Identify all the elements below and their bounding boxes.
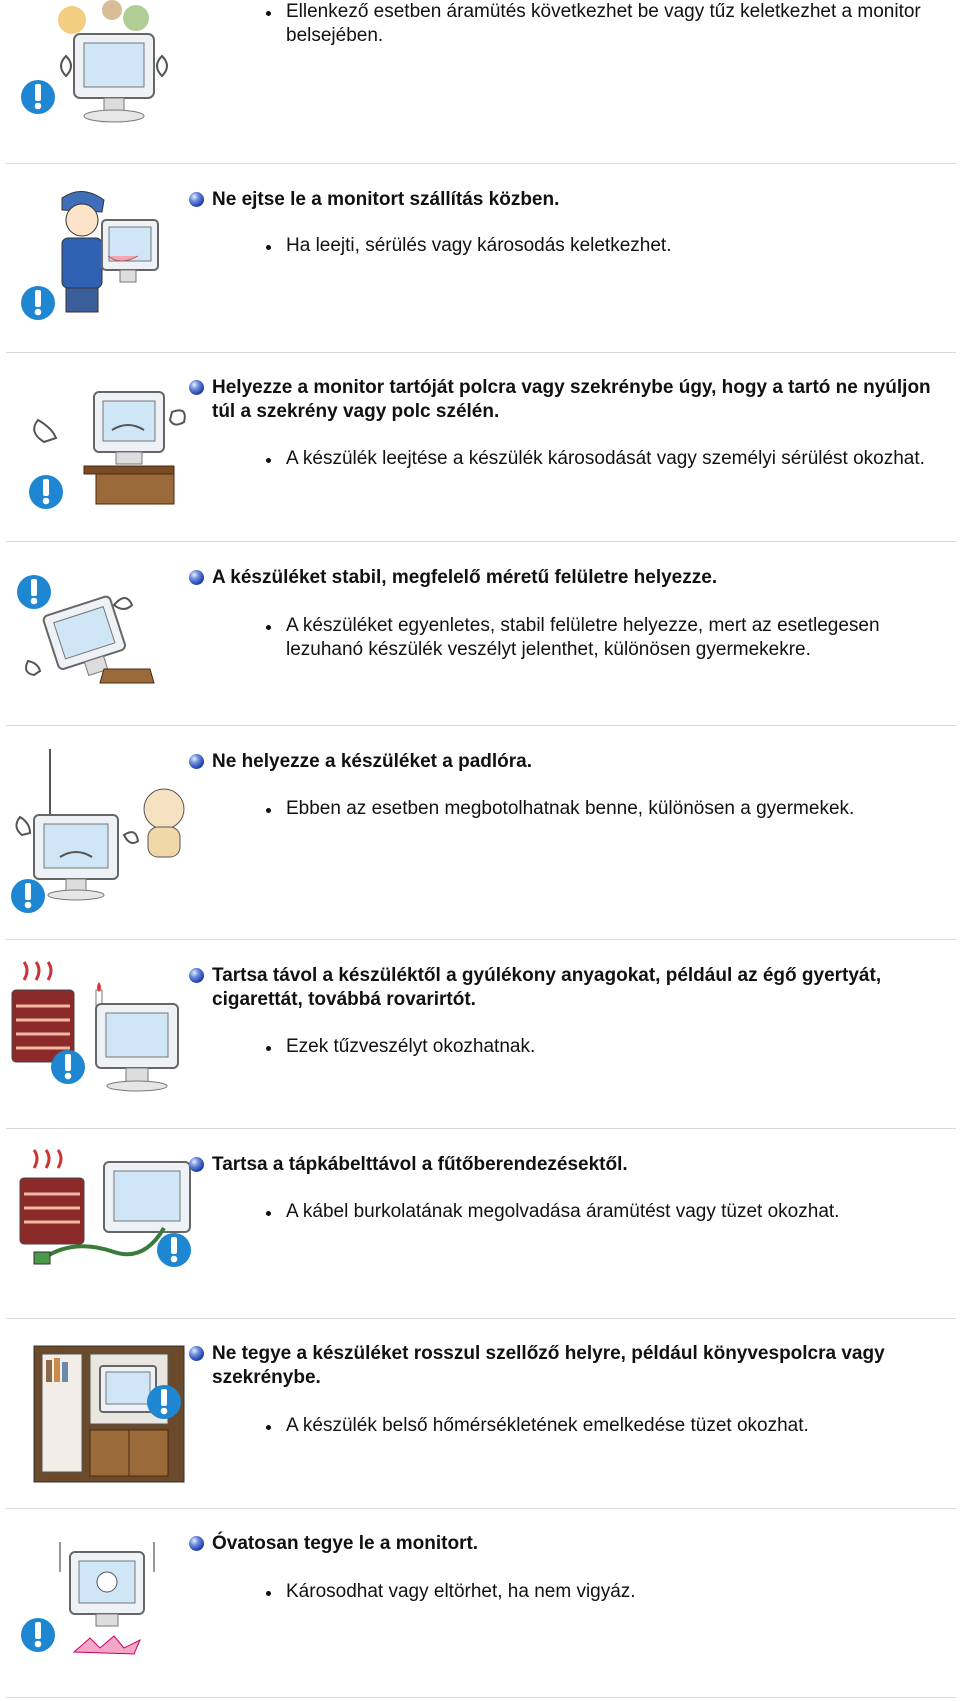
bullet-dot (266, 1591, 271, 1596)
section-divider (6, 725, 956, 726)
section-divider (6, 352, 956, 353)
section-heading (212, 566, 952, 590)
section-heading (212, 1342, 952, 1390)
heading-text: Ne tegye a készüléket rosszul szellőző helyre, például könyvespolcra vagy szekrénybe. (212, 1343, 885, 1388)
bullet-dot (266, 808, 271, 813)
monitor-in-bookshelf-icon (4, 1340, 200, 1488)
bullet-ball-icon (189, 1157, 204, 1172)
bullet-dot (266, 1211, 271, 1216)
bullet-text: A készüléket egyenletes, stabil felületre helyezze, mert az esetlegesen lezuhanó készülék veszélyt jelenthet, különösen gyermekekre. (286, 615, 880, 660)
heading-text: Tartsa a tápkábelttávol a fűtőberendezésektől. (212, 1154, 628, 1175)
bullet-ball-icon (189, 754, 204, 769)
section-heading (212, 188, 952, 212)
bullet-text: Károsodhat vagy eltörhet, ha nem vigyáz. (286, 1581, 636, 1602)
heading-text: Tartsa távol a készüléktől a gyúlékony anyagokat, például az égő gyertyát, cigarettát, továbbá rovarirtót. (212, 965, 882, 1010)
section-divider (6, 163, 956, 164)
section-divider (6, 1697, 956, 1698)
bullet-item (286, 447, 946, 471)
section-divider (6, 1508, 956, 1509)
section-heading (212, 1532, 952, 1556)
bullet-dot (266, 11, 271, 16)
bullet-text: Ha leejti, sérülés vagy károsodás keletkezhet. (286, 235, 672, 256)
bullet-item (286, 1035, 946, 1059)
heading-text: A készüléket stabil, megfelelő méretű felületre helyezze. (212, 567, 718, 588)
section-heading (212, 750, 952, 774)
bullet-item (286, 0, 946, 48)
monitor-dropped-icon (4, 1532, 200, 1672)
heater-and-power-cable-icon (4, 1148, 200, 1278)
monitor-on-shelf-edge-icon (4, 372, 200, 516)
bullet-item (286, 797, 946, 821)
bullet-dot (266, 1425, 271, 1430)
section-heading (212, 1153, 952, 1177)
heading-text: Ne ejtse le a monitort szállítás közben. (212, 189, 560, 210)
bullet-ball-icon (189, 1346, 204, 1361)
monitor-overheating-warning-icon (4, 0, 200, 132)
bullet-ball-icon (189, 968, 204, 983)
heading-text: Óvatosan tegye le a monitort. (212, 1533, 479, 1554)
bullet-ball-icon (189, 570, 204, 585)
bullet-ball-icon (189, 192, 204, 207)
bullet-ball-icon (189, 1536, 204, 1551)
monitor-on-floor-with-child-icon (4, 745, 200, 915)
bullet-item (286, 234, 946, 258)
heading-text: Helyezze a monitor tartóját polcra vagy szekrénybe úgy, hogy a tartó ne nyúljon túl a szekrény vagy polc szélén. (212, 377, 931, 422)
bullet-dot (266, 625, 271, 630)
monitor-near-heater-candle-icon (4, 960, 200, 1110)
heading-text: Ne helyezze a készüléket a padlóra. (212, 751, 532, 772)
section-divider (6, 541, 956, 542)
section-heading (212, 964, 952, 1012)
bullet-item (286, 1200, 946, 1224)
bullet-dot (266, 458, 271, 463)
bullet-dot (266, 245, 271, 250)
section-divider (6, 939, 956, 940)
bullet-text: Ebben az esetben megbotolhatnak benne, különösen a gyermekek. (286, 798, 855, 819)
bullet-text: Ezek tűzveszélyt okozhatnak. (286, 1036, 536, 1057)
person-carrying-monitor-icon (4, 184, 200, 324)
bullet-text: A kábel burkolatának megolvadása áramütést vagy tüzet okozhat. (286, 1201, 840, 1222)
monitor-falling-off-surface-icon (4, 565, 200, 705)
section-divider (6, 1318, 956, 1319)
bullet-item (286, 614, 946, 662)
bullet-item (286, 1580, 946, 1604)
section-divider (6, 1128, 956, 1129)
section-heading (212, 376, 952, 424)
bullet-text: A készülék leejtése a készülék károsodását vagy személyi sérülést okozhat. (286, 448, 925, 469)
bullet-item (286, 1414, 946, 1438)
bullet-text: Ellenkező esetben áramütés következhet be vagy tűz keletkezhet a monitor belsejében. (286, 1, 921, 46)
bullet-text: A készülék belső hőmérsékletének emelkedése tüzet okozhat. (286, 1415, 809, 1436)
bullet-ball-icon (189, 380, 204, 395)
bullet-dot (266, 1046, 271, 1051)
